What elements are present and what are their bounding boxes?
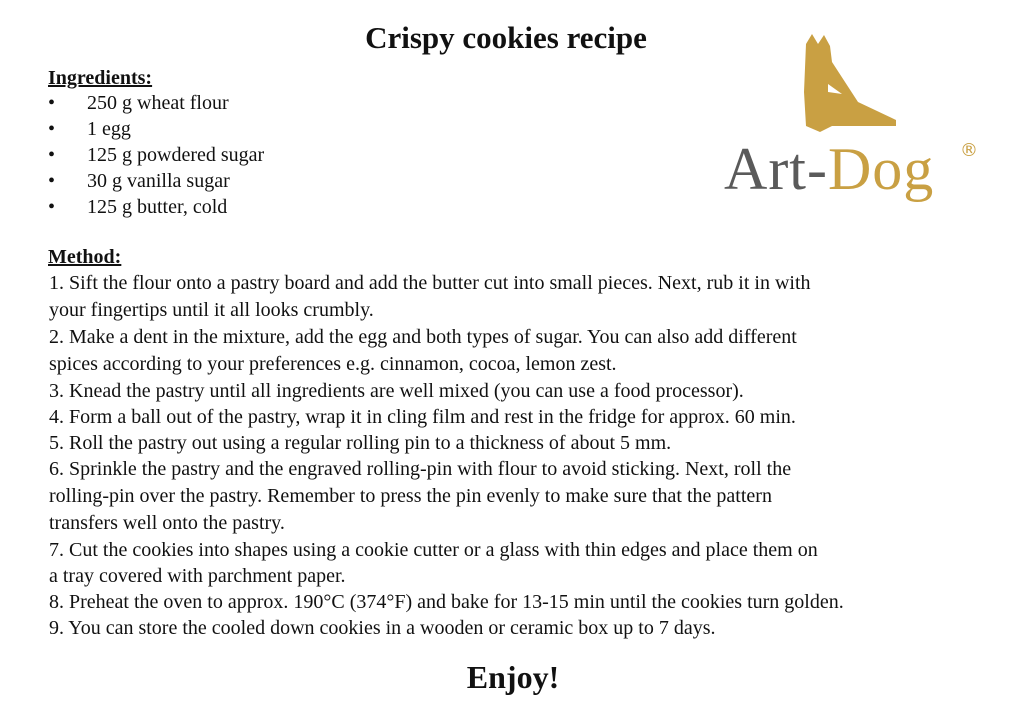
method-line: 5. Roll the pastry out using a regular rolling pin to a thickness of about 5 mm. bbox=[49, 432, 672, 454]
method-line: 1. Sift the flour onto a pastry board and add the butter cut into small pieces. Next, rub it in with bbox=[49, 272, 811, 294]
method-line: rolling-pin over the pastry. Remember to press the pin evenly to make sure that the pattern bbox=[49, 485, 772, 507]
logo-text-dog: Dog bbox=[827, 136, 935, 202]
method-line: a tray covered with parchment paper. bbox=[49, 565, 346, 587]
ingredients-heading: Ingredients: bbox=[48, 67, 153, 89]
bullet-icon: • bbox=[48, 196, 56, 218]
dog-head-icon bbox=[720, 32, 990, 142]
ingredient-text: 30 g vanilla sugar bbox=[87, 170, 230, 192]
method-line: spices according to your preferences e.g. cinnamon, cocoa, lemon zest. bbox=[49, 353, 617, 375]
method-line: 2. Make a dent in the mixture, add the egg and both types of sugar. You can also add different bbox=[49, 326, 797, 348]
art-dog-logo bbox=[720, 32, 990, 212]
method-line: 8. Preheat the oven to approx. 190°C (374°F) and bake for 13-15 min until the cookies turn golden. bbox=[49, 591, 844, 613]
method-line: 7. Cut the cookies into shapes using a cookie cutter or a glass with thin edges and place them on bbox=[49, 539, 818, 561]
method-line: 3. Knead the pastry until all ingredients are well mixed (you can use a food processor). bbox=[49, 380, 744, 402]
registered-mark-icon: ® bbox=[960, 140, 978, 161]
bullet-icon: • bbox=[48, 92, 56, 114]
method-line: 9. You can store the cooled down cookies in a wooden or ceramic box up to 7 days. bbox=[49, 617, 716, 639]
method-heading: Method: bbox=[48, 246, 122, 268]
method-line: 4. Form a ball out of the pastry, wrap it in cling film and rest in the fridge for approx. 60 min. bbox=[49, 406, 796, 428]
ingredient-text: 1 egg bbox=[87, 118, 131, 140]
ingredients-list bbox=[48, 90, 264, 220]
logo-text-art: Art- bbox=[724, 136, 828, 202]
bullet-icon: • bbox=[48, 144, 56, 166]
method-line: transfers well onto the pastry. bbox=[49, 512, 285, 534]
ingredient-item bbox=[48, 142, 264, 168]
bullet-icon: • bbox=[48, 118, 56, 140]
closing-text: Enjoy! bbox=[466, 659, 560, 695]
ingredient-item bbox=[48, 116, 264, 142]
ingredient-item bbox=[48, 194, 264, 220]
ingredient-text: 250 g wheat flour bbox=[87, 92, 229, 114]
ingredient-item bbox=[48, 168, 264, 194]
ingredient-text: 125 g powdered sugar bbox=[87, 144, 265, 166]
ingredient-item bbox=[48, 90, 264, 116]
logo-wordmark bbox=[724, 134, 934, 204]
method-line: your fingertips until it all looks crumbly. bbox=[49, 299, 374, 321]
bullet-icon: • bbox=[48, 170, 56, 192]
ingredient-text: 125 g butter, cold bbox=[87, 196, 228, 218]
page-title: Crispy cookies recipe bbox=[365, 20, 647, 55]
method-steps bbox=[49, 270, 989, 641]
method-line: 6. Sprinkle the pastry and the engraved rolling-pin with flour to avoid sticking. Next, roll the bbox=[49, 458, 792, 480]
